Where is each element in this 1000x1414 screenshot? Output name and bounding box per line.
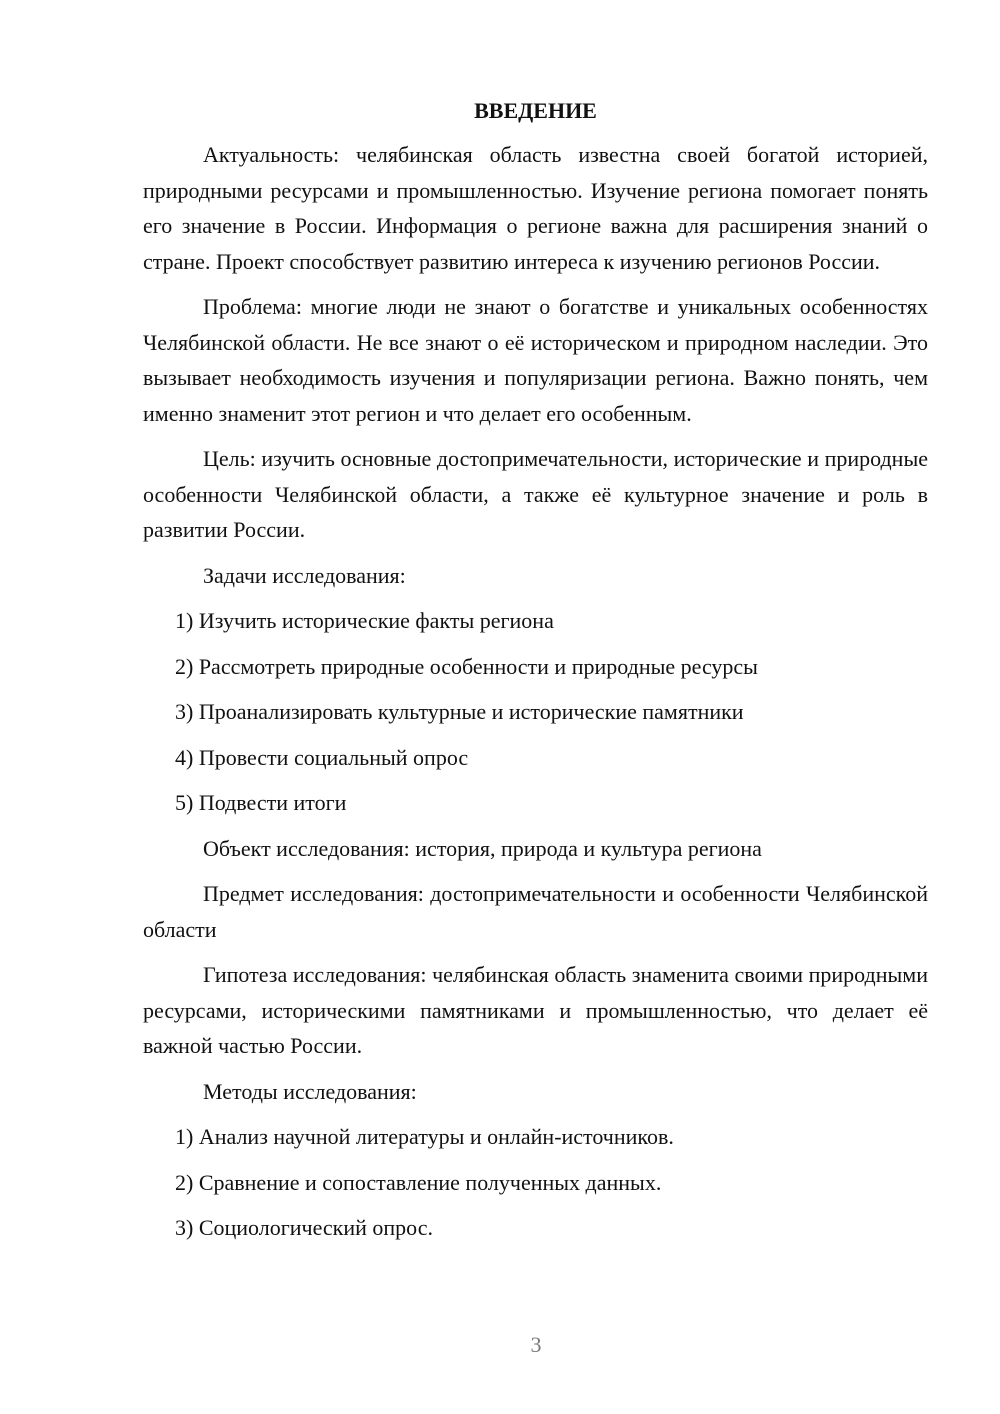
list-item: 3) Социологический опрос. — [175, 1215, 433, 1240]
list-item: 3) Проанализировать культурные и исторические памятники — [175, 699, 744, 724]
subject-paragraph: Предмет исследования: достопримечательности и особенности Челябинской области — [143, 881, 928, 942]
tasks-list — [143, 603, 928, 821]
relevance-paragraph: Актуальность: челябинская область известна своей богатой историей, природными ресурсами и промышленностью. Изучение региона помогает понять его значение в России. Информация о регионе важна для расширения знаний о стране. Проект способствует развитию интереса к изучению регионов России. — [143, 142, 928, 274]
page-title: ВВЕДЕНИЕ — [474, 98, 597, 123]
object-paragraph: Объект исследования: история, природа и культура региона — [203, 835, 762, 861]
list-item: 1) Изучить исторические факты региона — [175, 608, 554, 633]
list-item: 2) Сравнение и сопоставление полученных данных. — [175, 1169, 662, 1195]
methods-list — [143, 1119, 928, 1246]
tasks-heading: Задачи исследования: — [203, 562, 406, 588]
hypothesis-paragraph: Гипотеза исследования: челябинская область знаменита своими природными ресурсами, историческими памятниками и промышленностью, что делает её важной частью России. — [143, 962, 928, 1058]
page-number: 3 — [530, 1332, 542, 1357]
goal-paragraph: Цель: изучить основные достопримечательности, исторические и природные особенности Челябинской области, а также её культурное значение и роль в развитии России. — [143, 446, 928, 542]
list-item: 5) Подвести итоги — [175, 790, 347, 815]
methods-heading: Методы исследования: — [203, 1078, 417, 1104]
document-body — [143, 96, 928, 1256]
list-item: 2) Рассмотреть природные особенности и природные ресурсы — [175, 653, 758, 679]
problem-paragraph: Проблема: многие люди не знают о богатстве и уникальных особенностях Челябинской области. Не все знают о её историческом и природном наследии. Это вызывает необходимость изучения и популяризации региона. Важно понять, чем именно знаменит этот регион и что делает его особенным. — [143, 294, 928, 426]
list-item: 1) Анализ научной литературы и онлайн-источников. — [175, 1124, 674, 1149]
list-item: 4) Провести социальный опрос — [175, 744, 469, 770]
